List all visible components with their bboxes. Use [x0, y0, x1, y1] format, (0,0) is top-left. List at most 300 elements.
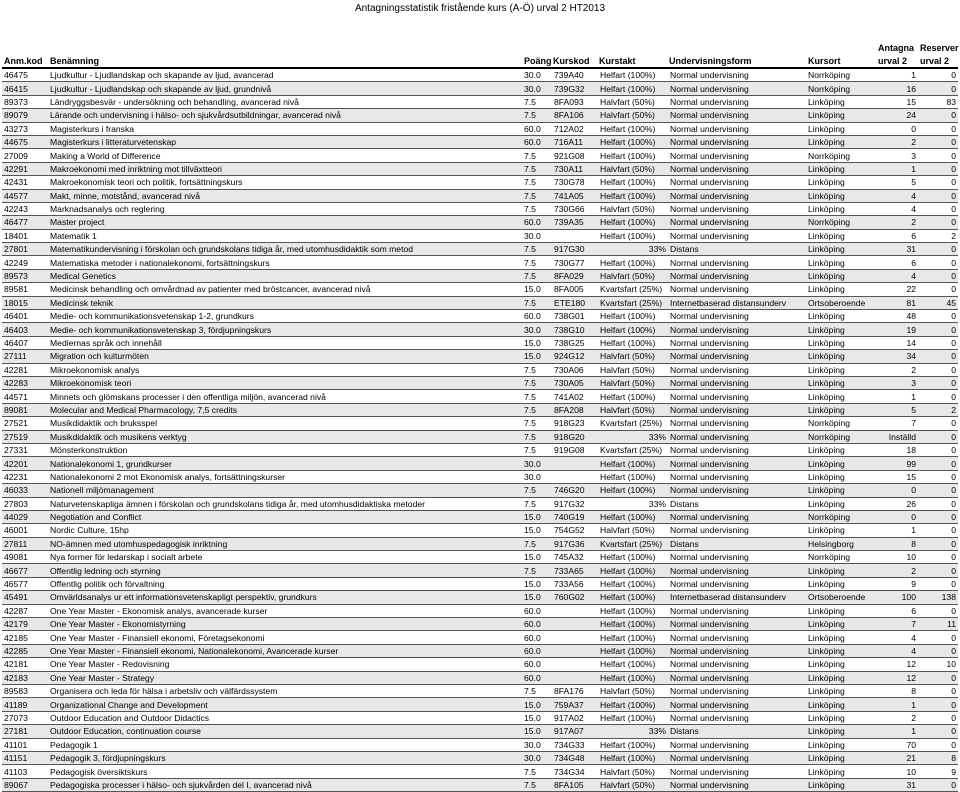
cell-undervisningsform: Normal undervisning [668, 176, 806, 189]
cell-undervisningsform: Normal undervisning [668, 577, 806, 590]
cell-poang: 30.0 [522, 457, 552, 470]
cell-reserver: 0 [918, 671, 958, 684]
cell-undervisningsform: Normal undervisning [668, 162, 806, 175]
cell-anmkod: 43273 [2, 122, 48, 135]
cell-undervisningsform: Normal undervisning [668, 751, 806, 764]
cell-benamning: Nordic Culture, 15hp [48, 524, 522, 537]
cell-poang: 7.5 [522, 95, 552, 108]
cell-benamning: Musikdidaktik och musikens verktyg [48, 430, 522, 443]
cell-kurstakt: Kvartsfart (25%) [598, 537, 668, 550]
cell-kurstakt: Helfart (100%) [598, 149, 668, 162]
cell-undervisningsform: Normal undervisning [668, 738, 806, 751]
cell-reserver: 0 [918, 470, 958, 483]
cell-kursort: Linköping [806, 631, 876, 644]
table-row [2, 484, 958, 497]
cell-reserver: 0 [918, 336, 958, 349]
cell-kurskod: 8FA208 [552, 403, 598, 416]
cell-kursort: Linköping [806, 95, 876, 108]
cell-reserver: 0 [918, 243, 958, 256]
cell-undervisningsform: Normal undervisning [668, 618, 806, 631]
table-row [2, 216, 958, 229]
cell-reserver: 9 [918, 765, 958, 778]
cell-undervisningsform: Normal undervisning [668, 604, 806, 617]
cell-antagna: 15 [876, 470, 918, 483]
cell-kurskod: 8FA093 [552, 95, 598, 108]
cell-benamning: Medicinsk teknik [48, 296, 522, 309]
cell-reserver: 0 [918, 564, 958, 577]
cell-kursort: Linköping [806, 698, 876, 711]
cell-reserver: 0 [918, 684, 958, 697]
cell-reserver: 0 [918, 135, 958, 148]
cell-kursort: Ortsoberoende [806, 591, 876, 604]
cell-benamning: Ljudkultur - Ljudlandskap och skapande av ljud, avancerad [48, 69, 522, 82]
cell-poang: 60.0 [522, 216, 552, 229]
cell-kurskod: 917A07 [552, 725, 598, 738]
cell-benamning: One Year Master - Ekonomisk analys, avancerade kurser [48, 604, 522, 617]
cell-anmkod: 46415 [2, 82, 48, 95]
cell-benamning: Negotiation and Conflict [48, 510, 522, 523]
cell-kurskod: 760G02 [552, 591, 598, 604]
cell-undervisningsform: Normal undervisning [668, 524, 806, 537]
cell-reserver: 0 [918, 417, 958, 430]
cell-kurskod: 734G34 [552, 765, 598, 778]
cell-undervisningsform: Normal undervisning [668, 510, 806, 523]
cell-kursort: Linköping [806, 323, 876, 336]
cell-antagna: 31 [876, 243, 918, 256]
cell-kursort: Norrköping [806, 551, 876, 564]
cell-benamning: Lärande och undervisning i hälso- och sjukvårdsutbildningar, avancerad nivå [48, 109, 522, 122]
header-kurskod: Kurskod [553, 56, 590, 66]
cell-anmkod: 44571 [2, 390, 48, 403]
header-anmkod: Anm.kod [4, 56, 43, 66]
cell-benamning: Pedagogiska processer i hälso- och sjukvården del I, avancerad nivå [48, 778, 522, 791]
header-poang: Poäng [524, 56, 552, 66]
cell-poang: 30.0 [522, 470, 552, 483]
cell-kursort: Linköping [806, 618, 876, 631]
table-row [2, 457, 958, 470]
table-row [2, 350, 958, 363]
cell-reserver: 0 [918, 310, 958, 323]
cell-antagna: 4 [876, 644, 918, 657]
table-row [2, 524, 958, 537]
cell-kursort: Norrköping [806, 149, 876, 162]
cell-benamning: Minnets och glömskans processer i den offentliga miljön, avancerad nivå [48, 390, 522, 403]
cell-kurstakt: Helfart (100%) [598, 310, 668, 323]
cell-kursort: Linköping [806, 604, 876, 617]
cell-kursort: Linköping [806, 751, 876, 764]
cell-kursort: Linköping [806, 577, 876, 590]
cell-kurskod: 759A37 [552, 698, 598, 711]
cell-undervisningsform: Distans [668, 497, 806, 510]
table-row [2, 618, 958, 631]
table-body [2, 69, 958, 792]
cell-benamning: Molecular and Medical Pharmacology, 7,5 credits [48, 403, 522, 416]
cell-kursort: Linköping [806, 711, 876, 724]
cell-kurskod: 754G52 [552, 524, 598, 537]
cell-kursort: Ortsoberoende [806, 296, 876, 309]
cell-reserver: 0 [918, 484, 958, 497]
cell-undervisningsform: Normal undervisning [668, 551, 806, 564]
cell-kursort: Linköping [806, 564, 876, 577]
table-row [2, 336, 958, 349]
cell-kursort: Linköping [806, 457, 876, 470]
cell-reserver: 0 [918, 109, 958, 122]
table-row [2, 564, 958, 577]
cell-reserver: 0 [918, 390, 958, 403]
cell-antagna: 14 [876, 336, 918, 349]
table-row [2, 577, 958, 590]
cell-poang: 60.0 [522, 618, 552, 631]
cell-antagna: 21 [876, 751, 918, 764]
table-row [2, 310, 958, 323]
cell-undervisningsform: Normal undervisning [668, 323, 806, 336]
cell-antagna: 7 [876, 618, 918, 631]
cell-reserver: 0 [918, 430, 958, 443]
cell-anmkod: 42287 [2, 604, 48, 617]
cell-undervisningsform: Normal undervisning [668, 109, 806, 122]
cell-anmkod: 89581 [2, 283, 48, 296]
cell-kurstakt: Helfart (100%) [598, 698, 668, 711]
cell-reserver: 0 [918, 577, 958, 590]
table-row [2, 176, 958, 189]
cell-anmkod: 42283 [2, 376, 48, 389]
cell-kurstakt: Halvfart (50%) [598, 403, 668, 416]
table-row [2, 725, 958, 738]
cell-kursort: Linköping [806, 202, 876, 215]
cell-benamning: Nya former för ledarskap i socialt arbete [48, 551, 522, 564]
cell-kursort: Norrköping [806, 216, 876, 229]
cell-antagna: 1 [876, 725, 918, 738]
cell-kursort: Linköping [806, 484, 876, 497]
cell-kurskod: 8FA005 [552, 283, 598, 296]
cell-kurskod: 730A06 [552, 363, 598, 376]
cell-undervisningsform: Normal undervisning [668, 189, 806, 202]
cell-antagna: 10 [876, 551, 918, 564]
cell-poang: 7.5 [522, 243, 552, 256]
table-row [2, 430, 958, 443]
cell-kursort: Linköping [806, 269, 876, 282]
cell-benamning: Marknadsanalys och reglering [48, 202, 522, 215]
cell-kurskod: 738G01 [552, 310, 598, 323]
cell-benamning: Magisterkurs i litteraturvetenskap [48, 135, 522, 148]
cell-poang: 7.5 [522, 189, 552, 202]
cell-reserver: 0 [918, 323, 958, 336]
cell-reserver: 0 [918, 778, 958, 791]
cell-kurskod: 918G20 [552, 430, 598, 443]
header-undervisningsform: Undervisningsform [669, 56, 752, 66]
cell-kurskod: 730A11 [552, 162, 598, 175]
cell-anmkod: 46475 [2, 69, 48, 82]
cell-poang: 7.5 [522, 417, 552, 430]
cell-antagna: 12 [876, 671, 918, 684]
cell-kursort: Linköping [806, 470, 876, 483]
cell-anmkod: 49081 [2, 551, 48, 564]
table-row [2, 69, 958, 82]
cell-poang: 7.5 [522, 363, 552, 376]
cell-kurskod: 730G78 [552, 176, 598, 189]
table-row [2, 363, 958, 376]
cell-reserver: 0 [918, 376, 958, 389]
cell-antagna: 2 [876, 363, 918, 376]
header-reserver: Reserver [920, 43, 959, 53]
cell-kurstakt: Helfart (100%) [598, 457, 668, 470]
cell-anmkod: 42231 [2, 470, 48, 483]
cell-anmkod: 46677 [2, 564, 48, 577]
cell-kursort: Linköping [806, 725, 876, 738]
cell-kurstakt: Helfart (100%) [598, 336, 668, 349]
cell-benamning: Organizational Change and Development [48, 698, 522, 711]
cell-kurstakt: Helfart (100%) [598, 256, 668, 269]
cell-kurskod: 8FA105 [552, 778, 598, 791]
cell-kurskod: ETE180 [552, 296, 598, 309]
cell-antagna: 1 [876, 69, 918, 82]
cell-benamning: Organisera och leda för hälsa i arbetsliv och välfärdssystem [48, 684, 522, 697]
cell-poang: 15.0 [522, 551, 552, 564]
cell-kurstakt: Helfart (100%) [598, 82, 668, 95]
cell-kursort: Linköping [806, 135, 876, 148]
cell-reserver: 0 [918, 256, 958, 269]
cell-reserver: 0 [918, 216, 958, 229]
cell-poang: 30.0 [522, 323, 552, 336]
cell-kurskod: 738G10 [552, 323, 598, 336]
cell-benamning: Medie- och kommunikationsvetenskap 3, fördjupningskurs [48, 323, 522, 336]
cell-poang: 60.0 [522, 644, 552, 657]
table-row [2, 189, 958, 202]
cell-undervisningsform: Normal undervisning [668, 202, 806, 215]
cell-benamning: Offentlig politik och förvaltning [48, 577, 522, 590]
cell-antagna: 81 [876, 296, 918, 309]
cell-poang: 30.0 [522, 738, 552, 751]
cell-undervisningsform: Normal undervisning [668, 417, 806, 430]
cell-kurstakt: 33% [598, 430, 668, 443]
cell-kursort: Norrköping [806, 417, 876, 430]
cell-undervisningsform: Normal undervisning [668, 363, 806, 376]
cell-benamning: Nationell miljömanagement [48, 484, 522, 497]
cell-antagna: 0 [876, 510, 918, 523]
cell-antagna: 0 [876, 484, 918, 497]
table-row [2, 711, 958, 724]
cell-kursort: Linköping [806, 765, 876, 778]
cell-undervisningsform: Normal undervisning [668, 778, 806, 791]
cell-kurskod: 739G32 [552, 82, 598, 95]
cell-reserver: 0 [918, 604, 958, 617]
cell-undervisningsform: Normal undervisning [668, 470, 806, 483]
cell-kursort: Linköping [806, 658, 876, 671]
cell-kurstakt: Halvfart (50%) [598, 524, 668, 537]
cell-antagna: 4 [876, 202, 918, 215]
table-row [2, 269, 958, 282]
cell-antagna: 1 [876, 524, 918, 537]
table-header [2, 40, 958, 68]
cell-reserver: 0 [918, 176, 958, 189]
cell-undervisningsform: Normal undervisning [668, 122, 806, 135]
cell-kurstakt: Helfart (100%) [598, 564, 668, 577]
cell-undervisningsform: Normal undervisning [668, 684, 806, 697]
cell-poang: 7.5 [522, 296, 552, 309]
cell-antagna: 4 [876, 631, 918, 644]
cell-benamning: Nationalekonomi 1, grundkurser [48, 457, 522, 470]
cell-reserver: 0 [918, 510, 958, 523]
cell-benamning: One Year Master - Finansiell ekonomi, Nationalekonomi, Avancerade kurser [48, 644, 522, 657]
cell-anmkod: 27803 [2, 497, 48, 510]
cell-kursort: Linköping [806, 684, 876, 697]
cell-kurstakt: Helfart (100%) [598, 738, 668, 751]
cell-reserver: 0 [918, 711, 958, 724]
table-row [2, 109, 958, 122]
cell-antagna: 15 [876, 95, 918, 108]
cell-undervisningsform: Normal undervisning [668, 390, 806, 403]
cell-benamning: Ländryggsbesvär - undersökning och behandling, avancerad nivå [48, 95, 522, 108]
cell-antagna: 22 [876, 283, 918, 296]
cell-kurstakt: Helfart (100%) [598, 189, 668, 202]
cell-reserver: 138 [918, 591, 958, 604]
cell-antagna: 10 [876, 765, 918, 778]
admissions-table [2, 69, 958, 792]
cell-undervisningsform: Internetbaserad distansunderv [668, 591, 806, 604]
cell-poang: 7.5 [522, 149, 552, 162]
cell-poang: 15.0 [522, 725, 552, 738]
cell-kurstakt: Helfart (100%) [598, 510, 668, 523]
cell-kurskod: 8FA106 [552, 109, 598, 122]
cell-benamning: Mikroekonomisk teori [48, 376, 522, 389]
cell-anmkod: 44577 [2, 189, 48, 202]
cell-kurstakt: Helfart (100%) [598, 176, 668, 189]
cell-anmkod: 42285 [2, 644, 48, 657]
cell-reserver: 0 [918, 524, 958, 537]
cell-benamning: Matematikundervisning i förskolan och grundskolans tidiga år, med utomhusdidaktik som metod [48, 243, 522, 256]
cell-anmkod: 27519 [2, 430, 48, 443]
cell-poang: 60.0 [522, 310, 552, 323]
cell-poang: 7.5 [522, 443, 552, 456]
cell-antagna: Inställd [876, 430, 918, 443]
cell-benamning: Makroekonomi med inriktning mot tillväxtteori [48, 162, 522, 175]
cell-antagna: 24 [876, 109, 918, 122]
cell-kurstakt: Helfart (100%) [598, 390, 668, 403]
table-row [2, 283, 958, 296]
cell-undervisningsform: Normal undervisning [668, 564, 806, 577]
cell-kurskod: 8FA176 [552, 684, 598, 697]
cell-kurstakt: Helfart (100%) [598, 618, 668, 631]
table-row [2, 778, 958, 791]
cell-kurstakt: Helfart (100%) [598, 135, 668, 148]
table-row [2, 162, 958, 175]
cell-antagna: 34 [876, 350, 918, 363]
cell-kurstakt: Helfart (100%) [598, 577, 668, 590]
cell-anmkod: 27009 [2, 149, 48, 162]
cell-kurskod: 741A02 [552, 390, 598, 403]
cell-kurstakt: Helfart (100%) [598, 216, 668, 229]
cell-reserver: 0 [918, 189, 958, 202]
cell-kurstakt: Halvfart (50%) [598, 95, 668, 108]
cell-benamning: Pedagogik 3, fördjupningskurs [48, 751, 522, 764]
table-row [2, 684, 958, 697]
cell-poang: 7.5 [522, 390, 552, 403]
cell-kurskod: 917G30 [552, 243, 598, 256]
cell-anmkod: 46407 [2, 336, 48, 349]
cell-reserver: 10 [918, 658, 958, 671]
cell-kurskod: 917A02 [552, 711, 598, 724]
cell-kursort: Linköping [806, 363, 876, 376]
cell-kurstakt: Helfart (100%) [598, 484, 668, 497]
cell-benamning: Mikroekonomisk analys [48, 363, 522, 376]
cell-undervisningsform: Distans [668, 725, 806, 738]
cell-benamning: One Year Master - Redovisning [48, 658, 522, 671]
cell-poang: 30.0 [522, 82, 552, 95]
cell-kurskod: 919G08 [552, 443, 598, 456]
cell-benamning: Mönsterkonstruktion [48, 443, 522, 456]
cell-kursort: Linköping [806, 336, 876, 349]
cell-reserver: 0 [918, 283, 958, 296]
cell-kurskod: 740G19 [552, 510, 598, 523]
cell-reserver: 0 [918, 269, 958, 282]
cell-poang: 30.0 [522, 229, 552, 242]
cell-anmkod: 41151 [2, 751, 48, 764]
cell-reserver: 0 [918, 149, 958, 162]
cell-poang: 7.5 [522, 537, 552, 550]
cell-kurstakt: 33% [598, 243, 668, 256]
cell-benamning: One Year Master - Strategy [48, 671, 522, 684]
cell-kurstakt: Halvfart (50%) [598, 684, 668, 697]
cell-anmkod: 27811 [2, 537, 48, 550]
cell-kurskod: 738G25 [552, 336, 598, 349]
cell-antagna: 6 [876, 256, 918, 269]
cell-kurstakt: Kvartsfart (25%) [598, 443, 668, 456]
cell-kurstakt: Halvfart (50%) [598, 778, 668, 791]
cell-poang: 7.5 [522, 376, 552, 389]
cell-reserver: 0 [918, 497, 958, 510]
cell-anmkod: 46401 [2, 310, 48, 323]
cell-poang: 7.5 [522, 176, 552, 189]
cell-kursort: Linköping [806, 390, 876, 403]
cell-benamning: Pedagogik 1 [48, 738, 522, 751]
cell-kurstakt: Helfart (100%) [598, 551, 668, 564]
cell-poang: 15.0 [522, 283, 552, 296]
cell-kurstakt: Helfart (100%) [598, 658, 668, 671]
cell-kurskod: 741A05 [552, 189, 598, 202]
cell-kurskod: 730G77 [552, 256, 598, 269]
cell-anmkod: 41101 [2, 738, 48, 751]
cell-anmkod: 41103 [2, 765, 48, 778]
cell-benamning: Ljudkultur - Ljudlandskap och skapande av ljud, grundnivå [48, 82, 522, 95]
cell-undervisningsform: Normal undervisning [668, 658, 806, 671]
cell-kurstakt: 33% [598, 725, 668, 738]
cell-poang: 7.5 [522, 202, 552, 215]
cell-antagna: 31 [876, 778, 918, 791]
cell-kurstakt: Kvartsfart (25%) [598, 417, 668, 430]
cell-benamning: Magisterkurs i franska [48, 122, 522, 135]
cell-antagna: 8 [876, 684, 918, 697]
cell-undervisningsform: Normal undervisning [668, 256, 806, 269]
cell-undervisningsform: Normal undervisning [668, 671, 806, 684]
cell-poang: 30.0 [522, 751, 552, 764]
header-kurstakt: Kurstakt [599, 56, 636, 66]
cell-undervisningsform: Normal undervisning [668, 698, 806, 711]
cell-antagna: 4 [876, 269, 918, 282]
cell-kurskod [552, 457, 598, 470]
cell-benamning: Pedagogisk översiktskurs [48, 765, 522, 778]
cell-kurskod [552, 671, 598, 684]
cell-antagna: 5 [876, 403, 918, 416]
cell-poang: 7.5 [522, 162, 552, 175]
cell-reserver: 0 [918, 644, 958, 657]
cell-antagna: 3 [876, 149, 918, 162]
cell-kurskod: 733A65 [552, 564, 598, 577]
cell-antagna: 6 [876, 604, 918, 617]
cell-undervisningsform: Normal undervisning [668, 310, 806, 323]
cell-antagna: 6 [876, 229, 918, 242]
cell-kurstakt: 33% [598, 497, 668, 510]
cell-undervisningsform: Normal undervisning [668, 82, 806, 95]
